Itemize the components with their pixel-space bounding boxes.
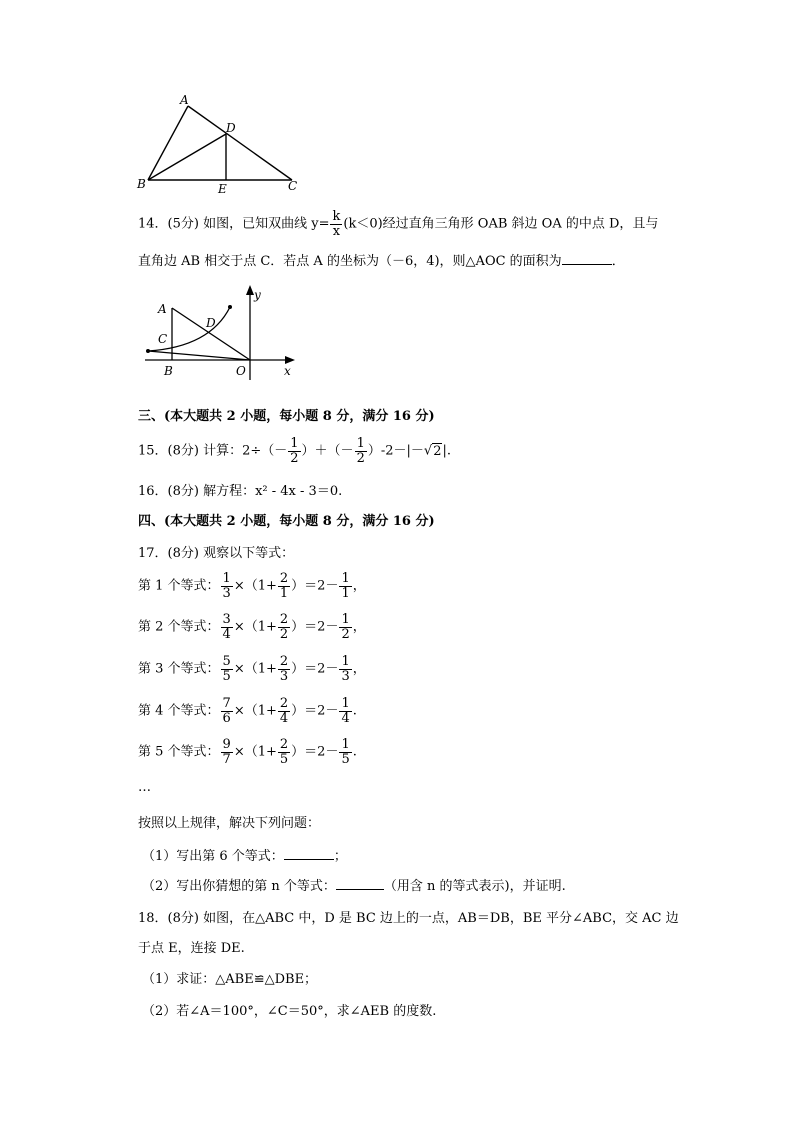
- fraction-denominator: 2: [279, 626, 289, 642]
- triangle-figure: [130, 92, 310, 197]
- q15-frac1-num: 1: [290, 436, 299, 451]
- fraction-numerator: 1: [341, 696, 350, 711]
- equation-a-frac: [221, 655, 233, 683]
- q15-tail-a: －|－: [393, 443, 424, 459]
- q17-part2-blank[interactable]: [336, 878, 384, 890]
- fraction-numerator: 1: [222, 571, 231, 586]
- fraction-numerator: 9: [222, 737, 231, 752]
- equation-label: 第 5 个等式：: [138, 744, 220, 760]
- label-x: x: [284, 364, 291, 378]
- q14-prefix: 14．(5分) 如图，已知双曲线: [138, 216, 312, 232]
- equation-c-frac: [339, 738, 351, 766]
- fraction-numerator: 2: [279, 612, 289, 627]
- equation-end: ，: [352, 578, 366, 594]
- fraction-numerator: 1: [341, 737, 350, 752]
- equation-c-frac: [339, 572, 351, 600]
- q15-line: 15．(8分) 计算：2÷（－ $\frac{1}{2}$ ）＋（－ $\frac{1}{2}$ ）-2－|－√2|.: [138, 436, 451, 466]
- section-3-title: 三、(本大题共 2 小题，每小题 8 分，满分 16 分): [138, 409, 435, 424]
- q15-mid: ）＋（－: [301, 443, 354, 459]
- equation-a-frac: [221, 613, 233, 641]
- fraction-denominator: 5: [279, 751, 289, 767]
- equation-times: ×（1+: [233, 744, 277, 760]
- q14-func-num: k: [332, 209, 341, 224]
- equation-times: ×（1+: [233, 661, 277, 677]
- fraction-denominator: 7: [222, 751, 231, 767]
- q17-part2-text: （2）写出你猜想的第 n 个等式：: [142, 879, 336, 894]
- equation-label: 第 1 个等式：: [138, 578, 220, 594]
- q17-equation-5: [138, 738, 357, 766]
- fraction-numerator: 1: [341, 654, 350, 669]
- q15-frac2-den: 2: [356, 450, 365, 466]
- fraction-numerator: 3: [222, 612, 231, 627]
- q15-frac2: [355, 437, 367, 465]
- equation-a-frac: [221, 738, 233, 766]
- q18-part1: （1）求证：△ABE≌△DBE；: [142, 972, 318, 987]
- fraction-numerator: 5: [222, 654, 231, 669]
- segment-co: [148, 351, 250, 360]
- hyperbola-figure: [140, 283, 300, 383]
- q17-part2-end: （用含 n 的等式表示)，并证明.: [383, 879, 566, 894]
- equation-mid: ）＝2－: [291, 744, 339, 760]
- q14-cond: (k＜0): [343, 216, 383, 232]
- q16-line: 16．(8分) 解方程：x² - 4x - 3＝0.: [138, 484, 343, 499]
- fraction-denominator: 2: [341, 626, 350, 642]
- label-a2: A: [158, 302, 167, 316]
- q15-frac2-num: 1: [356, 436, 365, 451]
- equation-c-frac: [339, 613, 351, 641]
- equation-label: 第 4 个等式：: [138, 703, 220, 719]
- y-axis-arrow: [246, 285, 254, 295]
- q15-exp: ）-2: [367, 443, 394, 459]
- fraction-denominator: 4: [222, 626, 231, 642]
- q14-func-den: x: [332, 223, 341, 239]
- q17-equation-1: [138, 572, 366, 600]
- edge-ac: [188, 106, 292, 180]
- equation-label: 第 2 个等式：: [138, 619, 220, 635]
- equation-end: ，: [352, 619, 366, 635]
- q14-line2-end: ．: [611, 254, 625, 269]
- equation-mid: ）＝2－: [291, 578, 339, 594]
- label-e: E: [218, 182, 227, 196]
- equation-times: ×（1+: [233, 703, 277, 719]
- equation-a-frac: [221, 572, 233, 600]
- fraction-denominator: 3: [341, 668, 350, 684]
- label-c2: C: [158, 332, 168, 346]
- equation-end: .: [352, 703, 357, 719]
- equation-b-frac: [278, 572, 290, 600]
- q15-frac1-den: 2: [290, 450, 299, 466]
- q17-ellipsis: …: [138, 780, 151, 795]
- equation-label: 第 3 个等式：: [138, 661, 220, 677]
- equation-a-frac: [221, 697, 233, 725]
- equation-mid: ）＝2－: [291, 661, 339, 677]
- q14-line1-rest: 经过直角三角形 OAB 斜边 OA 的中点 D，且与: [382, 216, 659, 232]
- section-4-title: 四、(本大题共 2 小题，每小题 8 分，满分 16 分): [138, 514, 435, 529]
- curve-endpoint-left: [146, 349, 150, 353]
- equation-mid: ）＝2－: [291, 619, 339, 635]
- curve-endpoint-top: [228, 305, 232, 309]
- q17-rule: 按照以上规律，解决下列问题：: [138, 816, 321, 831]
- q14-line2-text: 直角边 AB 相交于点 C．若点 A 的坐标为（－6，4)，则△AOC 的面积为: [138, 254, 562, 269]
- fraction-numerator: 1: [341, 612, 350, 627]
- equation-b-frac: [278, 738, 290, 766]
- label-y: y: [254, 288, 261, 302]
- label-o: O: [236, 364, 246, 378]
- q17-part1: [142, 845, 347, 864]
- fraction-numerator: 7: [222, 696, 231, 711]
- fraction-numerator: 2: [279, 696, 289, 711]
- equation-c-frac: [339, 655, 351, 683]
- q14-line1: [138, 210, 658, 238]
- label-d2: D: [206, 316, 216, 330]
- q18-part2: （2）若∠A＝100°，∠C＝50°，求∠AEB 的度数.: [142, 1004, 437, 1019]
- equation-b-frac: [278, 697, 290, 725]
- q14-func-frac: [330, 210, 342, 238]
- q17-intro: 17．(8分) 观察以下等式：: [138, 546, 295, 561]
- q15-prefix: 15．(8分) 计算：2÷（－: [138, 443, 288, 459]
- fraction-denominator: 3: [222, 585, 231, 601]
- fraction-numerator: 2: [279, 654, 289, 669]
- equation-c-frac: [339, 697, 351, 725]
- q14-func-y: y=: [311, 216, 330, 232]
- q17-part1-blank[interactable]: [284, 848, 334, 860]
- q17-equation-2: [138, 613, 366, 641]
- fraction-denominator: 3: [279, 668, 289, 684]
- q17-equation-3: [138, 655, 366, 683]
- label-c: C: [288, 179, 298, 193]
- q18-line1: 18．(8分) 如图，在△ABC 中，D 是 BC 边上的一点，AB＝DB，BE 平分∠ABC，交 AC 边: [138, 911, 679, 926]
- q17-equation-4: [138, 697, 357, 725]
- fraction-denominator: 1: [279, 585, 289, 601]
- fraction-numerator: 2: [279, 737, 289, 752]
- equation-times: ×（1+: [233, 578, 277, 594]
- q15-frac1: [288, 437, 300, 465]
- q17-part1-end: ；: [333, 849, 347, 864]
- q17-part1-text: （1）写出第 6 个等式：: [142, 849, 284, 864]
- fraction-denominator: 1: [341, 585, 350, 601]
- label-b: B: [137, 177, 146, 191]
- equation-end: ，: [352, 661, 366, 677]
- fraction-numerator: 1: [341, 571, 350, 586]
- equation-b-frac: [278, 613, 290, 641]
- label-b2: B: [164, 364, 173, 378]
- q18-line2: 于点 E，连接 DE.: [138, 941, 245, 956]
- equation-end: .: [352, 744, 357, 760]
- fraction-denominator: 4: [279, 710, 289, 726]
- x-axis-arrow: [285, 356, 295, 364]
- q14-answer-blank[interactable]: [562, 253, 612, 265]
- q15-tail-b: |.: [442, 443, 451, 459]
- fraction-denominator: 6: [222, 710, 231, 726]
- fraction-denominator: 4: [341, 710, 350, 726]
- fraction-denominator: 5: [341, 751, 350, 767]
- equation-times: ×（1+: [233, 619, 277, 635]
- q15-sqrt-arg: 2: [433, 443, 442, 459]
- fraction-denominator: 5: [222, 668, 231, 684]
- equation-b-frac: [278, 655, 290, 683]
- label-d: D: [226, 121, 236, 135]
- label-a: A: [180, 93, 189, 107]
- q17-part2: [142, 875, 566, 894]
- fraction-numerator: 2: [279, 571, 289, 586]
- equation-mid: ）＝2－: [291, 703, 339, 719]
- q14-line2: [138, 250, 625, 269]
